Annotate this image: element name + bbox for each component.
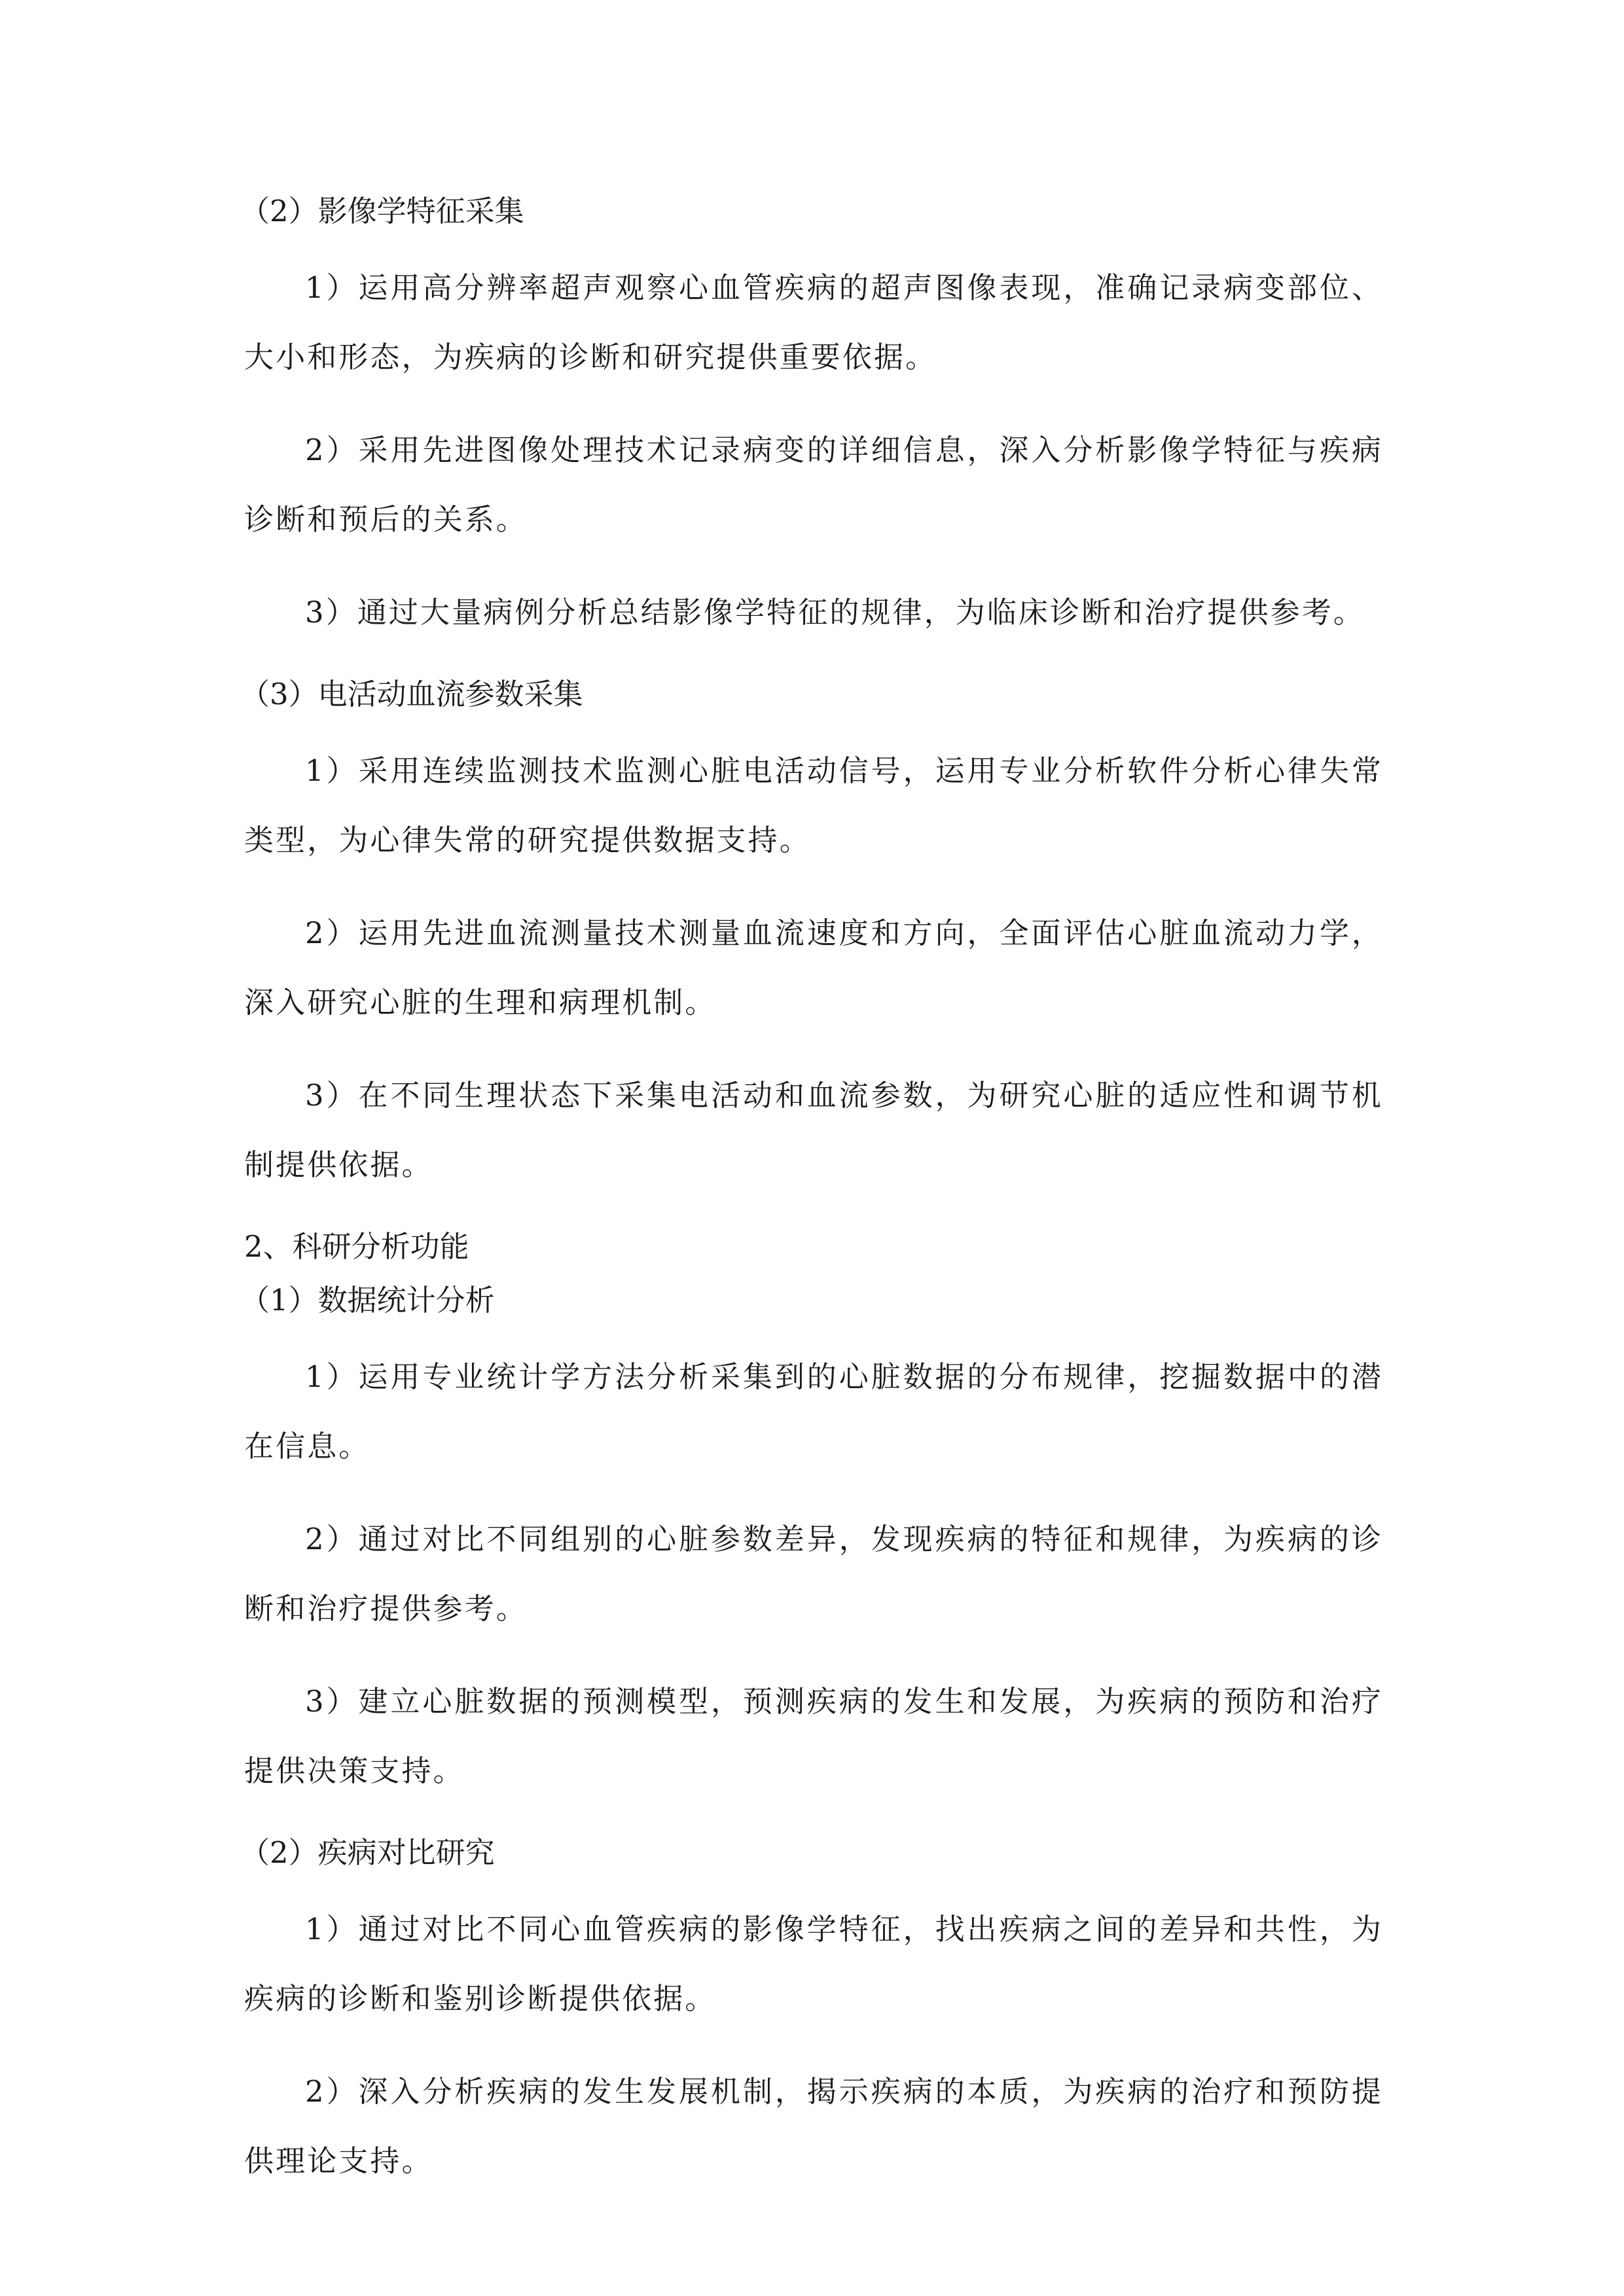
paragraph: 3）建立心脏数据的预测模型，预测疾病的发生和发展，为疾病的预防和治疗提供决策支持。 [244,1684,1383,1788]
paragraph: 2）采用先进图像处理技术记录病变的详细信息，深入分析影像学特征与疾病诊断和预后的关系。 [244,433,1383,537]
paragraph: 2）运用先进血流测量技术测量血流速度和方向，全面评估心脏血流动力学，深入研究心脏的生理和病理机制。 [244,916,1383,1020]
subheading-imaging-features: （2）影像学特征采集 [240,194,524,228]
paragraph: 2）深入分析疾病的发生发展机制，揭示疾病的本质，为疾病的治疗和预防提供理论支持。 [244,2074,1383,2178]
paragraph: 3）在不同生理状态下采集电活动和血流参数，为研究心脏的适应性和调节机制提供依据。 [244,1078,1383,1182]
subheading-electrical-bloodflow: （3）电活动血流参数采集 [240,677,583,711]
subheading-statistical-analysis: （1）数据统计分析 [240,1283,495,1318]
paragraph: 1）运用专业统计学方法分析采集到的心脏数据的分布规律，挖掘数据中的潜在信息。 [244,1359,1383,1463]
document-body [240,193,1383,2196]
section-title-research-analysis: 2、科研分析功能 [244,1229,469,1264]
paragraph: 1）通过对比不同心血管疾病的影像学特征，找出疾病之间的差异和共性，为疾病的诊断和鉴别诊断提供依据。 [244,1912,1383,2016]
subheading-disease-comparison: （2）疾病对比研究 [240,1835,495,1870]
paragraph: 1）运用高分辨率超声观察心血管疾病的超声图像表现，准确记录病变部位、大小和形态，为疾病的诊断和研究提供重要依据。 [244,270,1383,374]
paragraph: 2）通过对比不同组别的心脏参数差异，发现疾病的特征和规律，为疾病的诊断和治疗提供参考。 [244,1522,1383,1626]
paragraph: 1）采用连续监测技术监测心脏电活动信号，运用专业分析软件分析心律失常类型，为心律失常的研究提供数据支持。 [244,753,1383,857]
paragraph: 3）通过大量病例分析总结影像学特征的规律，为临床诊断和治疗提供参考。 [305,595,1365,630]
